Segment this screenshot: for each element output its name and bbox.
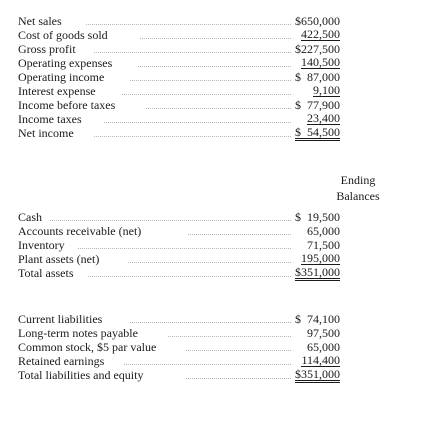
- row-amount: 140,500: [301, 55, 340, 69]
- leader-dots: [186, 350, 291, 351]
- row-amount: $227,500: [295, 42, 340, 56]
- row-amount: 422,500: [301, 27, 340, 41]
- row-label: Gross profit: [18, 42, 76, 56]
- leader-dots: [140, 38, 291, 39]
- statement-row: [18, 98, 416, 112]
- column-header-line1: Ending: [340, 173, 376, 187]
- leader-dots: [94, 52, 291, 53]
- row-label: Current liabilities: [18, 312, 103, 326]
- leader-dots: [138, 66, 291, 67]
- row-amount: $351,000: [295, 265, 340, 279]
- row-amount: $ 87,000: [295, 70, 340, 84]
- statement-row: [18, 126, 416, 140]
- leader-dots: [128, 262, 291, 263]
- row-label: Interest expense: [18, 84, 96, 98]
- leader-dots: [124, 364, 291, 365]
- leader-dots: [104, 122, 291, 123]
- row-amount: 9,100: [313, 83, 340, 97]
- statement-row: [18, 252, 416, 266]
- statement-row: [18, 368, 416, 382]
- row-amount: 195,000: [301, 251, 340, 265]
- row-label: Net income: [18, 126, 74, 140]
- row-label: Income before taxes: [18, 98, 116, 112]
- statement-row: [18, 84, 416, 98]
- statement-row: [18, 14, 416, 28]
- leader-dots: [78, 248, 291, 249]
- leader-dots: [130, 80, 291, 81]
- row-label: Operating expenses: [18, 56, 113, 70]
- row-amount: $ 74,100: [295, 312, 340, 326]
- leader-dots: [168, 336, 291, 337]
- row-amount: 65,000: [307, 340, 340, 354]
- row-amount: $650,000: [295, 14, 340, 28]
- row-label: Accounts receivable (net): [18, 224, 142, 238]
- leader-dots: [94, 136, 291, 137]
- statement-row: [18, 312, 416, 326]
- statement-row: [18, 210, 416, 224]
- row-label: Plant assets (net): [18, 252, 100, 266]
- row-amount: $351,000: [295, 367, 340, 381]
- statement-row: [18, 340, 416, 354]
- statement-row: [18, 42, 416, 56]
- row-label: Total liabilities and equity: [18, 368, 144, 382]
- leader-dots: [186, 378, 291, 379]
- row-amount: 97,500: [307, 326, 340, 340]
- statement-row: [18, 354, 416, 368]
- row-label: Income taxes: [18, 112, 82, 126]
- row-label: Inventory: [18, 238, 65, 252]
- leader-dots: [50, 220, 291, 221]
- statement-row: [18, 56, 416, 70]
- leader-dots: [88, 276, 291, 277]
- leader-dots: [146, 108, 291, 109]
- leader-dots: [130, 322, 291, 323]
- row-label: Retained earnings: [18, 354, 105, 368]
- statement-row: [18, 238, 416, 252]
- statement-row: [18, 70, 416, 84]
- row-amount: $ 77,900: [295, 98, 340, 112]
- row-label: Common stock, $5 par value: [18, 340, 157, 354]
- row-label: Long-term notes payable: [18, 326, 138, 340]
- row-label: Operating income: [18, 70, 105, 84]
- row-amount: 23,400: [307, 111, 340, 125]
- row-label: Cost of goods sold: [18, 28, 108, 42]
- statement-row: [18, 266, 416, 280]
- row-label: Cash: [18, 210, 42, 224]
- leader-dots: [122, 94, 291, 95]
- column-header-line2: Balances: [336, 189, 380, 203]
- statement-row: [18, 28, 416, 42]
- row-label: Total assets: [18, 266, 74, 280]
- statement-row: [18, 326, 416, 340]
- statement-row: [18, 112, 416, 126]
- statement-row: [18, 224, 416, 238]
- row-amount: 65,000: [307, 224, 340, 238]
- row-label: Net sales: [18, 14, 62, 28]
- row-amount: 71,500: [307, 238, 340, 252]
- row-amount: $ 19,500: [295, 210, 340, 224]
- leader-dots: [188, 234, 291, 235]
- leader-dots: [86, 24, 291, 25]
- row-amount: $ 54,500: [295, 125, 340, 139]
- row-amount: 114,400: [301, 353, 340, 367]
